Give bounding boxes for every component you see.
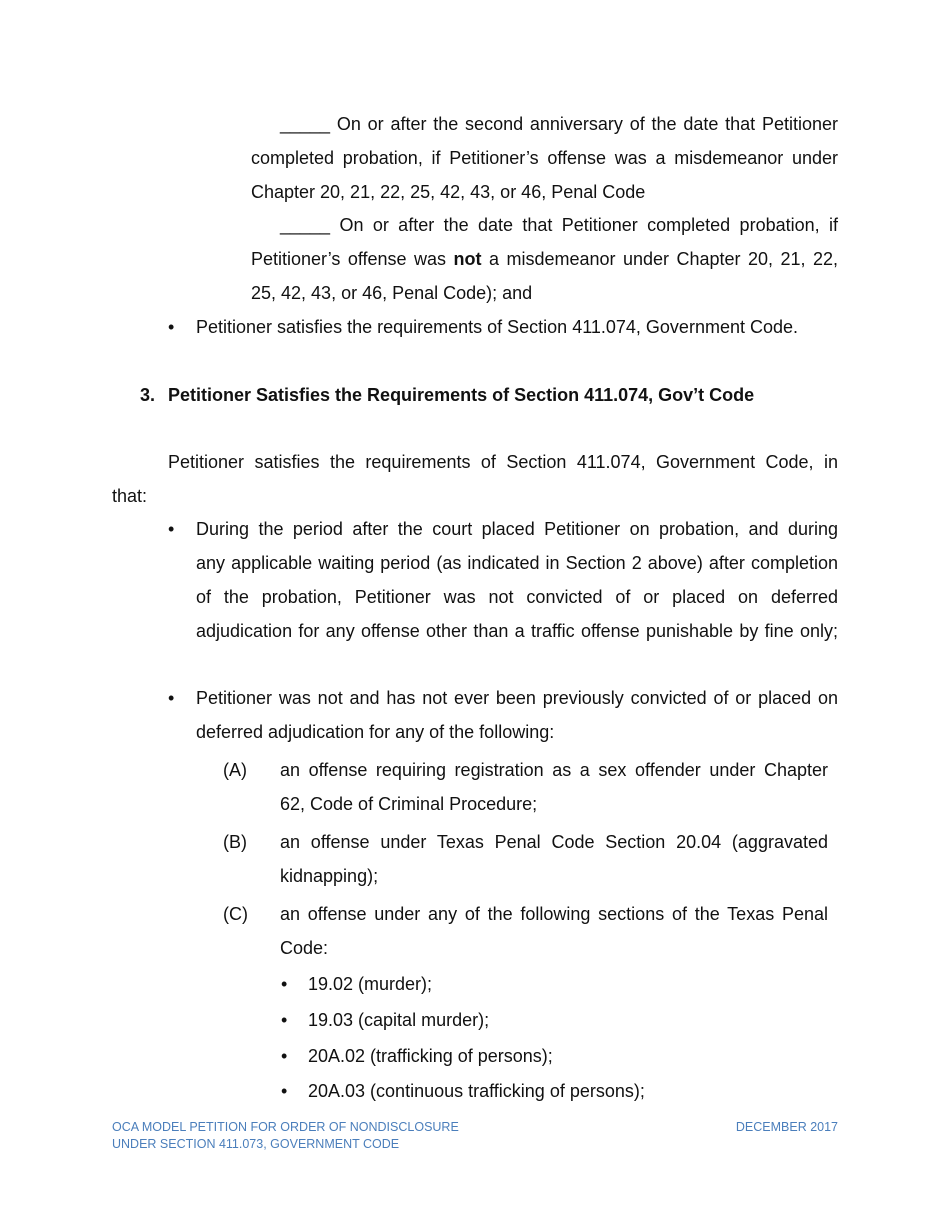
intro-line-1: Petitioner satisfies the requirements of Section 411.074, Government Code, in [168, 452, 838, 472]
section-3-number: 3. [140, 385, 156, 405]
item-a-line-2: 62, Code of Criminal Procedure; [280, 794, 538, 814]
item-c-line-1: an offense under any of the following sections of the Texas Penal [280, 904, 828, 924]
option-1-line-3: Chapter 20, 21, 22, 25, 42, 43, or 46, Penal Code [251, 182, 646, 202]
intro-line-2: that: [112, 486, 148, 506]
option-2-blank[interactable]: _____ [280, 215, 331, 235]
bullet-glyph: • [168, 519, 175, 539]
option-1-line-1 [280, 107, 838, 141]
option-2-line-2 [251, 242, 838, 276]
sub-bullet-glyph: • [281, 1046, 288, 1066]
item-c-label: (C) [223, 904, 248, 924]
section-3-title: Petitioner Satisfies the Requirements of Section 411.074, Gov’t Code [168, 385, 755, 405]
period-line-3: of the probation, Petitioner was not convicted of or placed on deferred [196, 587, 838, 607]
option-2-emphasis: not [453, 249, 482, 269]
period-line-2: any applicable waiting period (as indicated in Section 2 above) after completion [196, 553, 838, 573]
option-2-line-3: 25, 42, 43, or 46, Penal Code); and [251, 283, 533, 303]
sub-bullet-item: 20A.03 (continuous trafficking of persons); [308, 1081, 645, 1101]
option-1-text: On or after the second anniversary of the date that Petitioner [336, 114, 838, 134]
sub-bullet-item: 19.02 (murder); [308, 974, 433, 994]
option-2-line-1 [280, 208, 838, 242]
period-line-4: adjudication for any offense other than a traffic offense punishable by fine only; [196, 621, 838, 641]
footer-left-line-2: UNDER SECTION 411.073, GOVERNMENT CODE [112, 1137, 400, 1151]
option-1-line-2: completed probation, if Petitioner’s offense was a misdemeanor under [251, 148, 838, 168]
footer-left-line-1: OCA MODEL PETITION FOR ORDER OF NONDISCLOSURE [112, 1120, 459, 1134]
bullet-satisfies-requirements: Petitioner satisfies the requirements of Section 411.074, Government Code. [196, 317, 798, 337]
never-line-1: Petitioner was not and has not ever been previously convicted of or placed on [196, 688, 838, 708]
option-2-pre: Petitioner’s offense was [251, 249, 454, 269]
item-a-label: (A) [223, 760, 247, 780]
sub-bullet-item: 20A.02 (trafficking of persons); [308, 1046, 553, 1066]
option-2-text: On or after the date that Petitioner completed probation, if [339, 215, 838, 235]
sub-bullet-item: 19.03 (capital murder); [308, 1010, 490, 1030]
never-line-2: deferred adjudication for any of the following: [196, 722, 555, 742]
option-2-post: a misdemeanor under Chapter 20, 21, 22, [481, 249, 838, 269]
period-line-1: During the period after the court placed Petitioner on probation, and during [196, 519, 838, 539]
item-b-line-1: an offense under Texas Penal Code Section 20.04 (aggravated [280, 832, 828, 852]
item-b-line-2: kidnapping); [280, 866, 379, 886]
item-c-line-2: Code: [280, 938, 329, 958]
sub-bullet-glyph: • [281, 974, 288, 994]
sub-bullet-glyph: • [281, 1081, 288, 1101]
item-a-line-1: an offense requiring registration as a sex offender under Chapter [280, 760, 828, 780]
sub-bullet-glyph: • [281, 1010, 288, 1030]
bullet-glyph: • [168, 688, 175, 708]
item-b-label: (B) [223, 832, 247, 852]
option-1-blank[interactable]: _____ [280, 114, 331, 134]
bullet-glyph: • [168, 317, 175, 337]
footer-date: DECEMBER 2017 [735, 1120, 838, 1134]
